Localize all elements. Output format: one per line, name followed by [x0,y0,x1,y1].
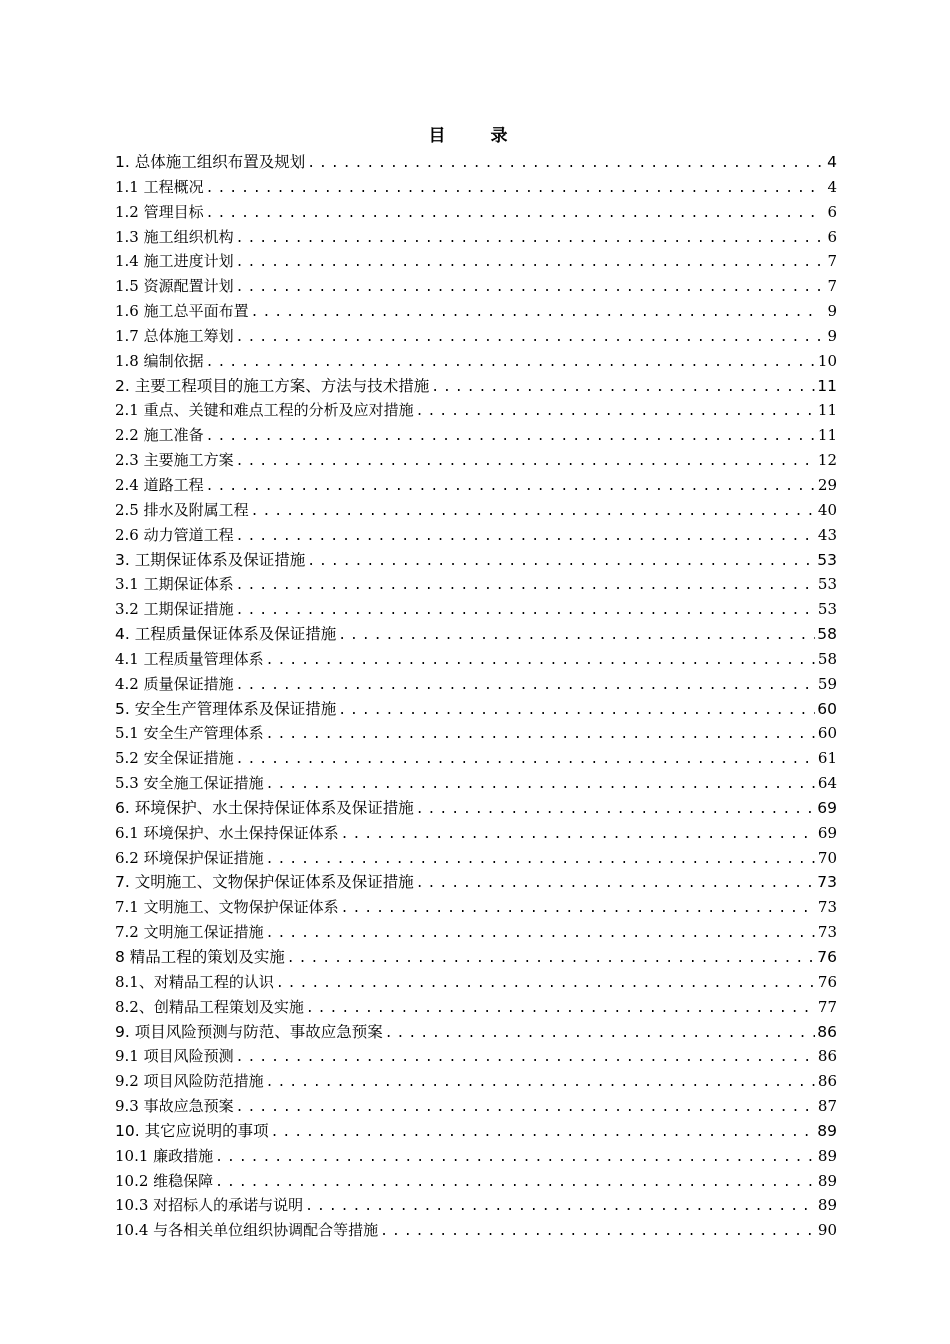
toc-entry-text: 1.4 施工进度计划 [115,252,234,271]
toc-dot-leader [236,674,816,697]
toc-dot-leader [251,500,816,523]
toc-section-link[interactable] [115,150,837,175]
toc-dot-leader [206,475,816,498]
toc-dot-leader [416,400,816,423]
toc-page-number: 58 [817,625,837,644]
toc-subsection-link[interactable] [115,423,837,448]
toc-entry-text: 5.1 安全生产管理体系 [115,724,264,743]
toc-dot-leader [338,699,815,722]
toc-dot-leader [287,947,815,970]
toc-subsection-link[interactable] [115,1218,837,1243]
toc-entry-text: 5. 安全生产管理体系及保证措施 [115,699,337,718]
toc-entry-text: 1.5 资源配置计划 [115,277,234,296]
toc-entry-text: 9. 项目风险预测与防范、事故应急预案 [115,1022,383,1041]
toc-dot-leader [385,1022,816,1045]
toc-subsection-link[interactable] [115,1069,837,1094]
toc-dot-leader [306,997,816,1020]
toc-page-number: 6 [827,227,837,246]
toc-section-link[interactable] [115,796,837,821]
toc-page-number: 89 [817,1146,837,1165]
toc-page-number: 10 [817,351,837,370]
toc-page-number: 86 [817,1047,837,1066]
toc-page-number: 29 [817,475,837,494]
toc-subsection-link[interactable] [115,225,837,250]
toc-entry-text: 2.4 道路工程 [115,475,204,494]
toc-entry-text: 3.2 工期保证措施 [115,600,234,619]
toc-dot-leader [341,823,816,846]
toc-page-number: 40 [817,500,837,519]
toc-entry-text: 5.2 安全保证措施 [115,749,234,768]
toc-entry-text: 9.1 项目风险预测 [115,1047,234,1066]
toc-subsection-link[interactable] [115,1193,837,1218]
toc-entry-text: 4.2 质量保证措施 [115,674,234,693]
toc-entry-text: 2.3 主要施工方案 [115,451,234,470]
toc-entry-text: 1.1 工程概况 [115,177,204,196]
toc-page-number: 11 [817,376,837,395]
toc-subsection-link[interactable] [115,498,837,523]
toc-page-number: 4 [827,177,837,196]
toc-page-number: 6 [827,202,837,221]
toc-entry-text: 2. 主要工程项目的施工方案、方法与技术措施 [115,376,430,395]
toc-subsection-link[interactable] [115,721,837,746]
toc-entry-text: 1.6 施工总平面布置 [115,302,249,321]
toc-subsection-link[interactable] [115,448,837,473]
toc-page-number: 53 [817,575,837,594]
toc-page-number: 43 [817,525,837,544]
toc-dot-leader [236,525,816,548]
toc-entry-text: 4.1 工程质量管理体系 [115,649,264,668]
toc-entry-text: 5.3 安全施工保证措施 [115,774,264,793]
toc-page-number: 9 [827,326,837,345]
toc-subsection-link[interactable] [115,597,837,622]
toc-dot-leader [206,425,816,448]
toc-page-number: 89 [817,1196,837,1215]
toc-entry-text: 10. 其它应说明的事项 [115,1121,269,1140]
toc-section-link[interactable] [115,870,837,895]
toc-dot-leader [341,897,816,920]
toc-dot-leader [338,624,815,647]
toc-entry-text: 6.1 环境保护、水土保持保证体系 [115,823,339,842]
toc-dot-leader [236,748,816,771]
toc-section-link[interactable] [115,548,837,573]
toc-dot-leader [206,351,816,374]
toc-dot-leader [431,376,815,399]
toc-entry-text: 1. 总体施工组织布置及规划 [115,153,306,171]
toc-page-number: 77 [817,997,837,1016]
toc-page-number: 89 [817,1171,837,1190]
toc-subsection-link[interactable] [115,324,837,349]
toc-section-link[interactable] [115,1020,837,1045]
toc-entry-text: 2.5 排水及附属工程 [115,500,249,519]
toc-subsection-link[interactable] [115,920,837,945]
toc-page-number: 61 [817,749,837,768]
toc-subsection-link[interactable] [115,746,837,771]
toc-dot-leader [266,773,816,796]
toc-subsection-link[interactable] [115,895,837,920]
toc-page-number: 59 [817,674,837,693]
toc-dot-leader [236,326,821,349]
toc-page-number: 58 [817,649,837,668]
toc-entry-text: 10.1 廉政措施 [115,1146,214,1165]
toc-dot-leader [266,723,816,746]
toc-subsection-link[interactable] [115,1169,837,1194]
toc-entry-text: 3. 工期保证体系及保证措施 [115,550,306,569]
toc-entry-text: 6.2 环境保护保证措施 [115,848,264,867]
toc-entry-text: 8.1、对精品工程的认识 [115,972,274,991]
toc-section-link[interactable] [115,374,837,399]
toc-subsection-link[interactable] [115,572,837,597]
toc-subsection-link[interactable] [115,821,837,846]
toc-dot-leader [236,574,816,597]
toc-dot-leader [236,276,821,299]
toc-dot-leader [266,1071,816,1094]
toc-dot-leader [236,227,821,250]
toc-dot-leader [251,301,821,324]
toc-page-number: 70 [817,848,837,867]
toc-dot-leader [266,649,816,672]
toc-entry-text: 6. 环境保护、水土保持保证体系及保证措施 [115,798,414,817]
toc-page-number: 86 [817,1022,837,1041]
toc-dot-leader [307,550,815,573]
toc-entry-text: 1.3 施工组织机构 [115,227,234,246]
toc-page-number: 76 [817,972,837,991]
toc-page-number: 87 [817,1097,837,1116]
toc-subsection-link[interactable] [115,771,837,796]
toc-subsection-link[interactable] [115,523,837,548]
toc-section-link[interactable] [115,622,837,647]
toc-subsection-link[interactable] [115,1094,837,1119]
toc-page-number: 64 [817,774,837,793]
toc-page-number: 4 [827,153,837,171]
toc-entry-text: 7. 文明施工、文物保护保证体系及保证措施 [115,873,414,892]
toc-entry-text: 8 精品工程的策划及实施 [115,948,285,966]
toc-section-link[interactable] [115,1119,837,1144]
toc-page-number: 69 [817,823,837,842]
toc-subsection-link[interactable] [115,1044,837,1069]
toc-page-number: 73 [817,923,837,942]
toc-page-number: 7 [827,252,837,271]
toc-section-link[interactable] [115,697,837,722]
toc-dot-leader [215,1146,816,1169]
toc-dot-leader [276,972,816,995]
toc-dot-leader [236,599,816,622]
toc-dot-leader [266,922,816,945]
toc-subsection-link[interactable] [115,274,837,299]
toc-dot-leader [236,1046,816,1069]
toc-subsection-link[interactable] [115,995,837,1020]
toc-page-number: 9 [827,302,837,321]
toc-page-number: 69 [817,798,837,817]
toc-entry-text: 10.2 维稳保障 [115,1171,214,1190]
toc-subsection-link[interactable] [115,970,837,995]
toc-page-number: 73 [817,898,837,917]
toc-page-number: 60 [817,724,837,743]
toc-entry-text: 10.3 对招标人的承诺与说明 [115,1196,304,1215]
table-of-contents [115,150,837,1243]
toc-subsection-link[interactable] [115,175,837,200]
toc-entry-text: 9.3 事故应急预案 [115,1097,234,1116]
toc-dot-leader [215,1171,816,1194]
toc-subsection-link[interactable] [115,299,837,324]
toc-page-number: 60 [817,699,837,718]
toc-entry-text: 1.2 管理目标 [115,202,204,221]
toc-dot-leader [206,177,821,200]
toc-page-number: 11 [817,401,837,420]
toc-entry-text: 1.7 总体施工筹划 [115,326,234,345]
toc-entry-text: 7.2 文明施工保证措施 [115,923,264,942]
toc-subsection-link[interactable] [115,647,837,672]
toc-dot-leader [206,202,821,225]
toc-entry-text: 9.2 项目风险防范措施 [115,1072,264,1091]
toc-dot-leader [266,848,816,871]
toc-subsection-link[interactable] [115,349,837,374]
toc-page-number: 11 [817,426,837,445]
toc-page-number: 53 [817,600,837,619]
toc-page-number: 90 [817,1221,837,1240]
toc-page-number: 86 [817,1072,837,1091]
toc-entry-text: 1.8 编制依据 [115,351,204,370]
toc-page-number: 12 [817,451,837,470]
toc-page-number: 7 [827,277,837,296]
toc-entry-text: 8.2、创精品工程策划及实施 [115,997,304,1016]
toc-entry-text: 10.4 与各相关单位组织协调配合等措施 [115,1221,379,1240]
toc-entry-text: 2.6 动力管道工程 [115,525,234,544]
toc-section-link[interactable] [115,945,837,970]
toc-subsection-link[interactable] [115,672,837,697]
toc-subsection-link[interactable] [115,1144,837,1169]
toc-dot-leader [416,872,816,895]
toc-dot-leader [271,1121,816,1144]
toc-page-number: 53 [817,550,837,569]
toc-subsection-link[interactable] [115,846,837,871]
toc-entry-text: 7.1 文明施工、文物保护保证体系 [115,898,339,917]
toc-page-number: 73 [817,873,837,892]
toc-entry-text: 4. 工程质量保证体系及保证措施 [115,625,337,644]
toc-dot-leader [236,251,821,274]
toc-subsection-link[interactable] [115,249,837,274]
toc-entry-text: 3.1 工期保证体系 [115,575,234,594]
toc-dot-leader [416,798,816,821]
toc-subsection-link[interactable] [115,398,837,423]
toc-subsection-link[interactable] [115,200,837,225]
toc-dot-leader [305,1195,816,1218]
toc-page-number: 76 [817,948,837,966]
toc-subsection-link[interactable] [115,473,837,498]
toc-entry-text: 2.1 重点、关键和难点工程的分析及应对措施 [115,401,414,420]
toc-entry-text: 2.2 施工准备 [115,426,204,445]
toc-dot-leader [380,1220,816,1243]
toc-dot-leader [236,1096,816,1119]
toc-dot-leader [236,450,816,473]
toc-dot-leader [307,152,821,175]
toc-title: 目 录 [428,126,522,146]
toc-page-number: 89 [817,1121,837,1140]
